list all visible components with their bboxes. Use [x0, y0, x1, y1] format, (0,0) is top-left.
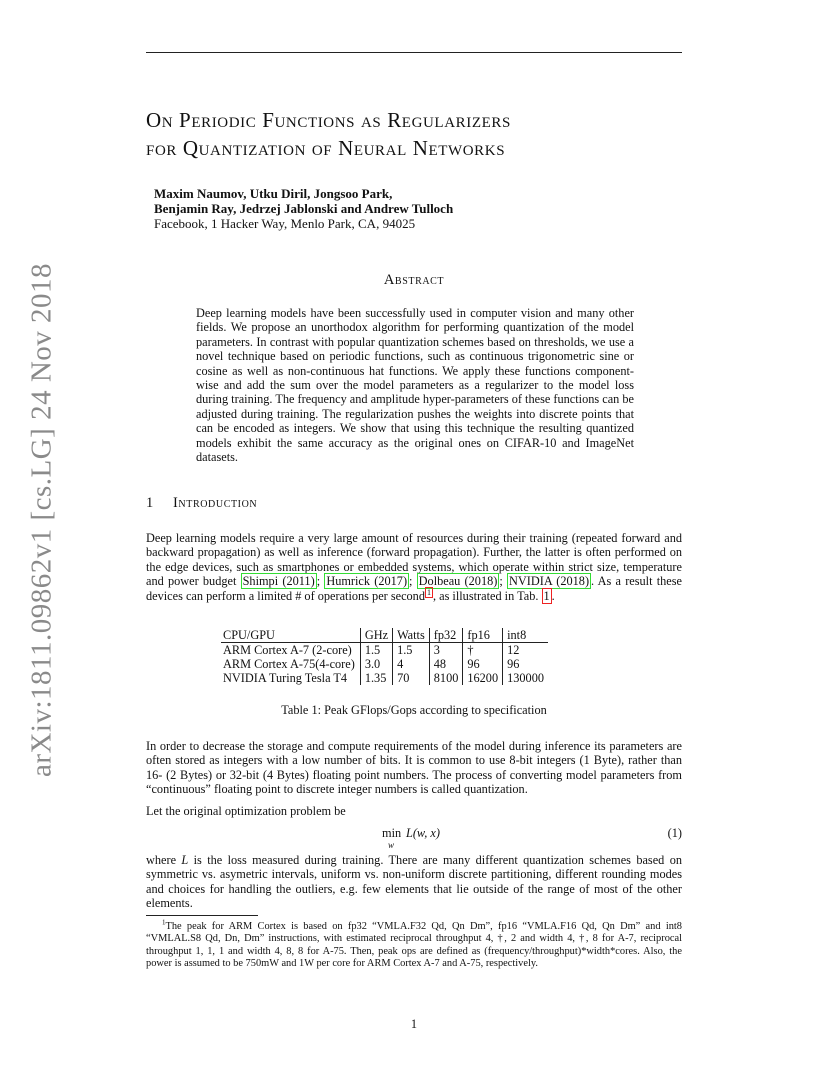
table-cell: 1.35 [360, 671, 392, 685]
footnote-mark: 1 [162, 918, 166, 927]
table-header-cell: fp32 [429, 628, 463, 643]
citation-shimpi[interactable]: Shimpi (2011) [242, 574, 315, 589]
table-cell: 96 [463, 657, 503, 671]
table-cell: 70 [393, 671, 430, 685]
section-title: Introduction [173, 495, 258, 511]
table-caption: Table 1: Peak GFlops/Gops according to specification [281, 703, 547, 717]
arxiv-identifier: arXiv:1811.09862v1 [cs.LG] 24 Nov 2018 [25, 262, 58, 778]
table-row [221, 643, 548, 658]
title-line-1: On Periodic Functions as Regularizers [146, 108, 511, 132]
citation-author: NVIDIA [508, 574, 553, 589]
citation-dolbeau[interactable]: Dolbeau (2018) [418, 574, 498, 589]
table-cell: 4 [393, 657, 430, 671]
paper-title [146, 106, 706, 162]
table-cell: 3 [429, 643, 463, 658]
table-cell: 96 [503, 657, 548, 671]
footnote-reference[interactable]: 1 [426, 587, 431, 597]
equation-expression: L(w, x) [406, 826, 440, 840]
table-cell: 1.5 [360, 643, 392, 658]
author-names-line-1: Maxim Naumov, Utku Diril, Jongsoo Park, [154, 186, 393, 201]
table-cell: 8100 [429, 671, 463, 685]
footnote-rule [146, 915, 258, 916]
table-cell: 16200 [463, 671, 503, 685]
page-number: 1 [410, 1017, 418, 1031]
footnote-1 [146, 918, 682, 971]
citation-author: Dolbeau [418, 574, 461, 589]
section-number: 1 [146, 495, 154, 511]
table-cell: 1.5 [393, 643, 430, 658]
table-cell: 48 [429, 657, 463, 671]
equation-number: (1) [667, 826, 682, 840]
citation-humrick[interactable]: Humrick (2017) [326, 574, 408, 589]
citation-nvidia[interactable]: NVIDIA (2018) [508, 574, 590, 589]
abstract-heading: Abstract [383, 272, 445, 288]
loss-symbol: L [181, 853, 189, 867]
table-row [221, 657, 548, 671]
top-rule [146, 52, 682, 53]
equation-1 [146, 822, 682, 852]
citation-author: Shimpi [242, 574, 279, 589]
section-heading-introduction [146, 495, 257, 512]
author-block [154, 186, 694, 231]
table-cell: 12 [503, 643, 548, 658]
intro-paragraph-4 [146, 853, 682, 911]
citation-year: 2017 [378, 574, 403, 589]
table-header-cell: int8 [503, 628, 548, 643]
intro-text-d: where [146, 853, 182, 867]
table-header-cell: GHz [360, 628, 392, 643]
citation-author: Humrick [326, 574, 371, 589]
intro-text-b: . As a result these devices can perform a limited # of operations per second [146, 574, 682, 603]
citation-year: 2018 [468, 574, 494, 589]
table-header-cell: fp16 [463, 628, 503, 643]
table-cell: 130000 [503, 671, 548, 685]
table-cell: ARM Cortex A-7 (2-core) [223, 643, 352, 657]
intro-paragraph-2: In order to decrease the storage and compute requirements of the model during inference its parameters are often stored as integers with a low number of bits. It is common to use 8-bit integers (1 Byte), rather than 16- (2 Bytes) or 32-bit (4 Bytes) floating point numbers. The process of converting model parameters from “continuous” floating point to discrete integer numbers is called quantization. [146, 739, 682, 797]
equation-operator: min [382, 826, 402, 840]
intro-paragraph-1: Deep learning models require a very large amount of resources during their training (repeated forward and backward propagation) as well as inference (forward propagation). Further, the latter is often performed on the edge devices, such as smartphones or embedded systems, which operate within strict size, temperature and power budget Shimpi (2011) ; Humrick (2017) ; Dolbeau (2018) ; NVIDIA (2018) . As a result these devices can perform a limited # of operations per second $^1$ , as illustrated in Tab. 1 . [146, 531, 682, 603]
title-line-2: for Quantization of Neural Networks [146, 136, 506, 160]
author-names-line-2: Benjamin Ray, Jedrzej Jablonski and Andrew Tulloch [154, 201, 454, 216]
intro-text-a: Deep learning models require a very large amount of resources during their training (repeated forward and backward propagation) as well as inference (forward propagation). Further, the latter is often performed on the edge devices, such as smartphones or embedded systems, which operate within strict size, temperature and power budget [146, 531, 682, 589]
footnote-text: The peak for ARM Cortex is based on fp32 “VMLA.F32 Qd, Qn Dm”, fp16 “VMLA.F16 Qd, Qn Dm” and int8 “VMLAL.S8 Qd, Dn, Dm” instructions, with estimated reciprocal throughput 4, †, 2 and width 4, †, 8 for A-7, reciprocal throughput 1, 1, 1 and width 4, 8, 8 for A-75. Then, peak ops are defined as (frequency/throughput)*width*cores. Also, the power is assumed to be 750mW and 1W per core for ARM Cortex A-7 and A-75, respectively. [146, 921, 682, 970]
intro-text-c: , as illustrated in Tab. [432, 588, 542, 603]
table-cell: † [463, 643, 503, 658]
author-affiliation: Facebook, 1 Hacker Way, Menlo Park, CA, 94025 [154, 216, 416, 231]
table-cell: NVIDIA Turing Tesla T4 [223, 671, 348, 685]
citation-year: 2018 [560, 574, 585, 589]
table-reference[interactable]: 1 [543, 588, 550, 603]
spec-table [221, 628, 548, 685]
table-cell: 3.0 [360, 657, 392, 671]
table-header-cell: Watts [393, 628, 430, 643]
intro-paragraph-3: Let the original optimization problem be [146, 804, 346, 818]
abstract-text: Deep learning models have been successfully used in computer vision and many other fields. We propose an unorthodox algorithm for performing quantization of the model parameters. In contrast with popular quantization schemes based on thresholds, we use a novel technique based on periodic functions, such as continuous trigonometric sine or cosine as well as non-continuous hat functions. We apply these functions component-wise and add the sum over the model parameters as a regularizer to the model loss during training. The frequency and amplitude hyper-parameters of these functions can be adjusted during training. The regularization pushes the weights into discrete points that can be encoded as integers. We show that using this technique the resulting quantized models exhibit the same accuracy as the original ones on CIFAR-10 and ImageNet datasets. [196, 306, 634, 465]
table-header-row [221, 628, 548, 643]
table-cell: ARM Cortex A-75(4-core) [223, 657, 355, 671]
citation-year: 2011 [286, 574, 311, 589]
equation-subscript: w [388, 840, 395, 850]
intro-text-e: is the loss measured during training. There are many different quantization schemes based on symmetric vs. asymetric intervals, uniform vs. non-uniform discrete partitioning, different rounding modes and choices for handling the outliers, e.g. few elements that lie outside of the range of most of the other elements. [146, 853, 682, 911]
table-header-cell: CPU/GPU [221, 628, 360, 643]
table-row [221, 671, 548, 685]
